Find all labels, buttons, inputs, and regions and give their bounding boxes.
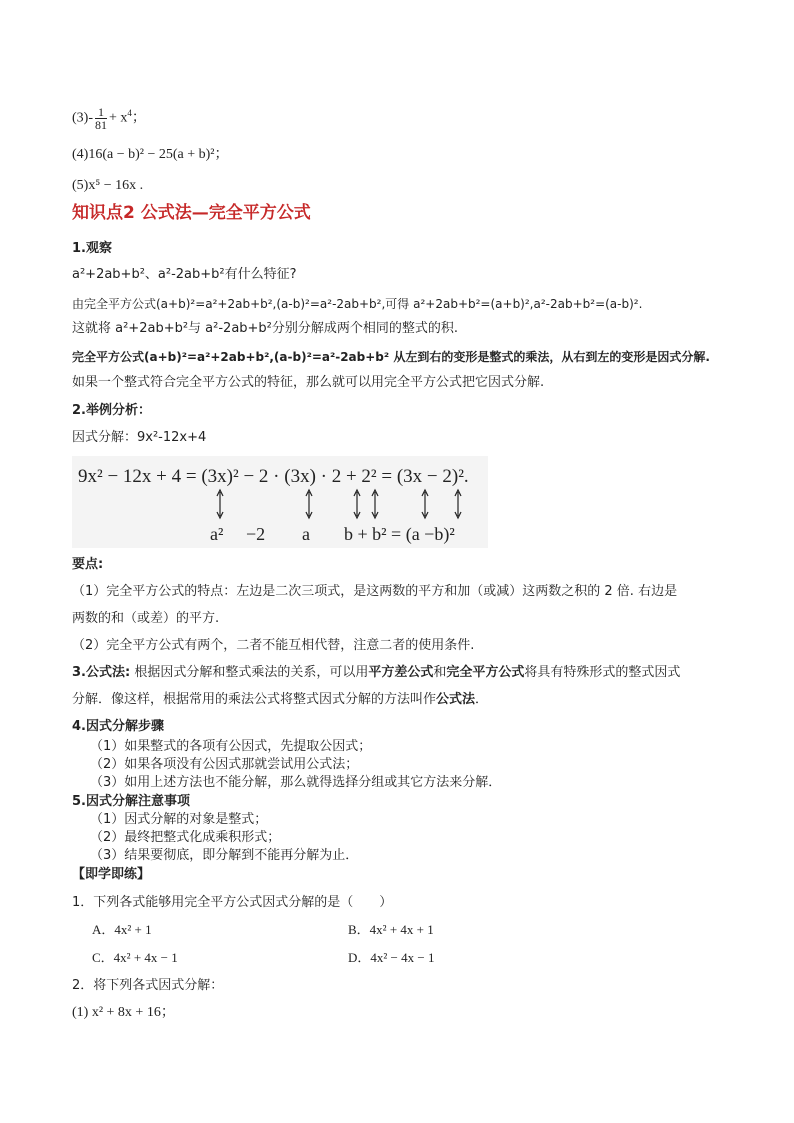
observe-line-5: 如果一个整式符合完全平方公式的特征，那么就可以用完全平方公式把它因式分解.	[72, 375, 545, 390]
question-1: 1．下列各式能够用完全平方公式因式分解的是（ ）	[72, 895, 393, 910]
observe-line-1: a²+2ab+b²、a²-2ab+b²有什么特征?	[72, 267, 297, 282]
observe-line-2: 由完全平方公式(a+b)²=a²+2ab+b²,(a-b)²=a²-2ab+b²,可得 a²+2ab+b²=(a+b)²,a²-2ab+b²=(a-b)².	[72, 297, 643, 311]
option-a: A．4x² + 1	[92, 922, 152, 937]
observe-line-3: 这就将 a²+2ab+b²与 a²-2ab+b²分别分解成两个相同的整式的积.	[72, 321, 459, 336]
diagram-label-a: a	[302, 524, 310, 544]
formula-method-line2-end: ．	[475, 692, 489, 707]
formula-method-line-1	[72, 664, 680, 682]
diagram-label-minus-two: −2	[246, 524, 266, 544]
notes-heading: 5.因式分解注意事项	[72, 794, 190, 809]
example-heading: 2.举例分析：	[72, 403, 151, 418]
formula-method-bold-a: 平方差公式	[368, 665, 434, 680]
example-prompt: 因式分解：9x²-12x+4	[72, 430, 207, 445]
keypoint-2: （2）完全平方公式有两个，二者不能互相代替，注意二者的使用条件.	[72, 638, 475, 653]
formula-method-text-b: 和	[433, 665, 447, 680]
item-end: ；	[131, 110, 146, 126]
note-1: （1）因式分解的对象是整式；	[90, 812, 268, 827]
option-d: D．4x² − 4x − 1	[348, 950, 435, 965]
option-c: C．4x² + 4x − 1	[92, 950, 178, 965]
factorization-diagram	[72, 456, 488, 548]
practice-heading: 【即学即练】	[72, 867, 151, 882]
diagram-top-expression: 9x² − 12x + 4 = (3x)² − 2 · (3x) · 2 + 2² = (3x − 2)².	[78, 466, 469, 487]
note-3: （3）结果要彻底，即分解到不能再分解为止．	[90, 848, 359, 863]
formula-method-bold-b: 完全平方公式	[446, 665, 525, 680]
exponent: 4	[127, 108, 132, 118]
observe-line-4: 完全平方公式(a+b)²=a²+2ab+b²,(a-b)²=a²-2ab+b² 从左到右的变形是整式的乘法，从右到左的变形是因式分解.	[72, 350, 710, 364]
diagram-label-result: b + b² = (a −b)²	[344, 524, 455, 544]
formula-method-line2-text: 分解．像这样，根据常用的乘法公式将整式因式分解的方法叫作	[72, 692, 437, 707]
steps-heading: 4.因式分解步骤	[72, 719, 164, 734]
formula-method-text-a: 根据因式分解和整式乘法的关系，可以用	[130, 665, 369, 680]
item-label: (3)	[72, 110, 89, 126]
arrow-1	[217, 490, 223, 518]
question-2-item-1: (1) x² + 8x + 16；	[72, 1005, 175, 1020]
step-3: （3）如用上述方法也不能分解，那么就得选择分组或其它方法来分解．	[90, 775, 502, 790]
fraction-denominator: 81	[95, 117, 107, 132]
formula-method-term: 公式法	[436, 692, 476, 707]
formula-method-label: 3.公式法:	[72, 665, 131, 680]
keypoint-1-line-1: （1）完全平方公式的特点：左边是二次三项式，是这两数的平方和加（或减）这两数之积的 2 倍. 右边是	[72, 584, 678, 599]
fraction-numerator: 1	[95, 106, 107, 119]
arrow-3	[354, 490, 360, 518]
step-1: （1）如果整式的各项有公因式，先提取公因式；	[90, 739, 372, 754]
exercise-item-5: (5)x⁵ − 16x .	[72, 178, 144, 193]
exercise-item-4: (4)16(a − b)² − 25(a + b)²；	[72, 147, 229, 162]
item-expression: + x	[109, 110, 128, 126]
option-b: B．4x² + 4x + 1	[348, 922, 434, 937]
fraction	[95, 106, 107, 131]
note-2: （2）最终把整式化成乘积形式；	[90, 830, 281, 845]
diagram-label-a-squared: a²	[210, 524, 224, 544]
exercise-item-3	[72, 104, 146, 131]
arrow-4	[372, 490, 378, 518]
arrow-5	[422, 490, 428, 518]
section-title: 知识点2 公式法—完全平方公式	[72, 203, 311, 223]
observe-heading: 1.观察	[72, 241, 112, 256]
minus-sign: -	[88, 110, 93, 126]
question-2: 2．将下列各式因式分解：	[72, 978, 224, 993]
arrow-6	[455, 490, 461, 518]
keypoints-heading: 要点:	[72, 557, 104, 572]
formula-method-line-2	[72, 691, 488, 709]
formula-method-text-c: 将具有特殊形式的整式因式	[524, 665, 681, 680]
arrow-2	[306, 490, 312, 518]
keypoint-1-line-2: 两数的和（或差）的平方.	[72, 611, 220, 626]
diagram-arrows	[217, 490, 461, 518]
step-2: （2）如果各项没有公因式那就尝试用公式法；	[90, 757, 359, 772]
